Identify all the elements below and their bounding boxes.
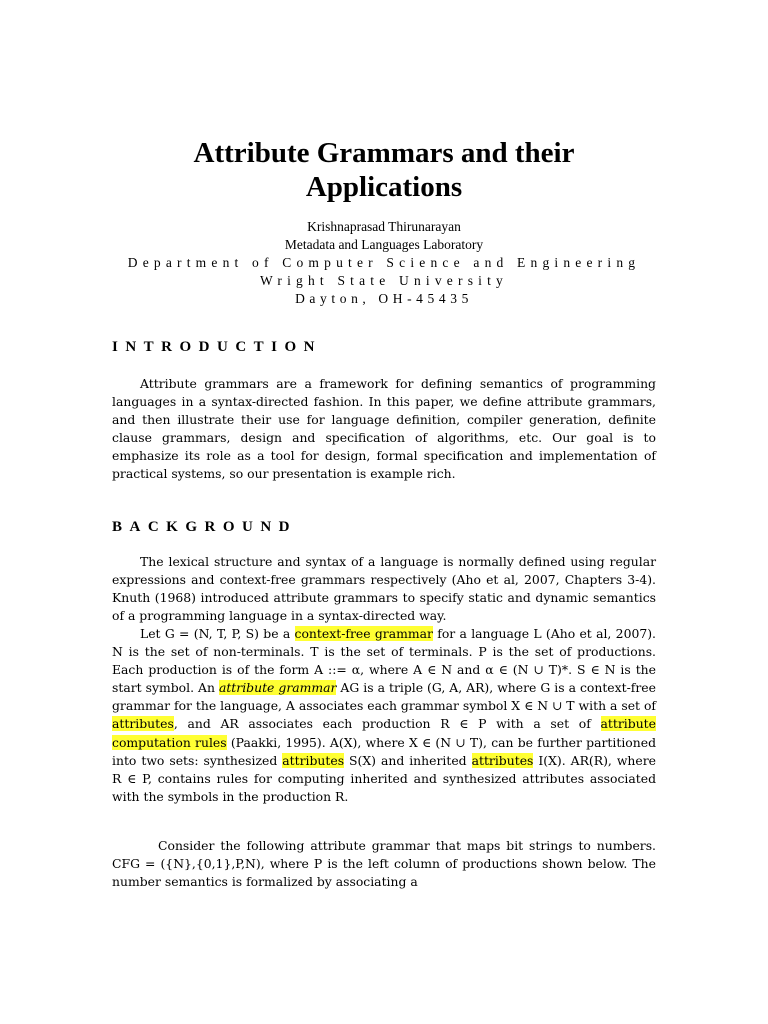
section-heading-background: BACKGROUND — [112, 519, 298, 535]
p2-text-2: for a language L (Aho et al, 2007). N is the set of non-terminals. T is the set of terminals. P is the set of productions. Each production is of the form A ::= α, where A ∈ N and α ∈ (N ∪ T)*. S ∈ N is the start symbol. An — [112, 626, 656, 696]
introduction-paragraph: Attribute grammars are a framework for defining semantics of programming languages in a syntax-directed fashion. In this paper, we define attribute grammars, and then illustrate their use for language definition, compiler generation, definite clause grammars, design and specification of algorithms, etc. Our goal is to emphasize its role as a tool for design, formal specification and implementation of practical systems, so our presentation is example rich. — [112, 376, 656, 482]
highlight-attribute-computation-rules: attribute computation rules — [112, 716, 656, 750]
background-paragraph-2 — [112, 625, 656, 806]
background-paragraph-3: Consider the following attribute grammar that maps bit strings to numbers. CFG = ({N},{0,1},P,N), where P is the left column of productions shown below. The number semantics is formalized by associating a — [112, 838, 656, 890]
p2-text-3: AG is a triple (G, A, AR), where G is a context-free grammar for the language, A associates each grammar symbol X ∈ N ∪ T with a set of — [112, 680, 656, 714]
highlight-context-free-grammar: context-free grammar — [294, 626, 433, 641]
p2-text-5: (Paakki, 1995). A(X), where X ∈ (N ∪ T), can be further partitioned into two sets: synthesized — [112, 734, 656, 768]
highlight-attributes-synthesized: attributes — [282, 752, 345, 768]
author-address: Dayton, OH-45435 — [295, 291, 473, 306]
p2-text-6: S(X) and inherited — [344, 752, 472, 768]
author-block — [0, 218, 768, 308]
author-lab: Metadata and Languages Laboratory — [284, 237, 484, 252]
title-line-2: Applications — [305, 171, 463, 203]
p2-text-4: , and AR associates each production R ∈ P with a set of — [173, 716, 601, 732]
section-heading-introduction: INTRODUCTION — [112, 339, 323, 355]
author-university: Wright State University — [259, 273, 509, 288]
highlight-attributes-inherited: attributes — [471, 752, 534, 768]
highlight-attribute-grammar: attribute grammar — [218, 680, 337, 696]
p2-text-1: Let G = (N, T, P, S) be a — [140, 626, 295, 641]
highlight-attributes: attributes — [112, 716, 174, 732]
p2-text-7: I(X). AR(R), where R ∈ P, contains rules for computing inherited and synthesized attributes associated with the symbols in the production R. — [112, 752, 657, 804]
background-paragraph-1: The lexical structure and syntax of a language is normally defined using regular expressions and context-free grammars respectively (Aho et al, 2007, Chapters 3-4). Knuth (1968) introduced attribute grammars to specify static and dynamic semantics of a programming language in a syntax-directed way. — [112, 554, 656, 624]
paper-title — [0, 136, 768, 204]
author-name: Krishnaprasad Thirunarayan — [307, 219, 461, 234]
title-line-1: Attribute Grammars and their — [193, 137, 575, 169]
author-department: Department of Computer Science and Engineering — [127, 255, 641, 270]
